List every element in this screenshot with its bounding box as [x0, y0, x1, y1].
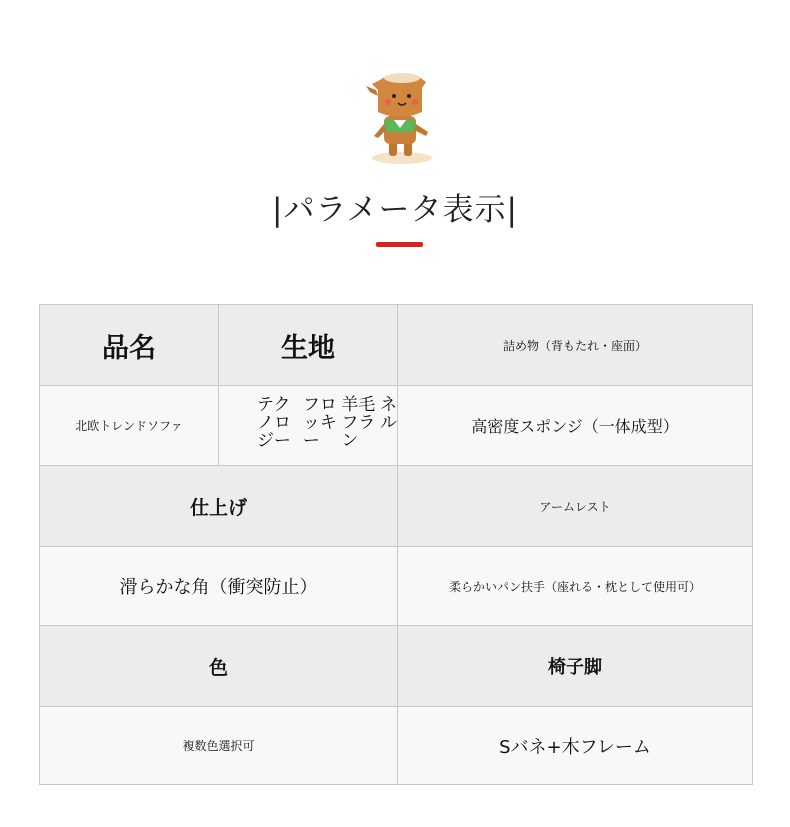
header-fabric: 生地 [218, 305, 397, 385]
color-value: 複数色選択可 [40, 707, 397, 784]
fabric-line: テクノロジー [257, 395, 291, 451]
header-filling: 詰め物（背もたれ・座面） [397, 305, 752, 385]
header-finish: 仕上げ [40, 466, 397, 546]
parameter-table [39, 304, 753, 785]
header-chair-legs: 椅子脚 [397, 626, 752, 706]
fabric-value [218, 386, 397, 465]
product-name-value: 北欧トレンドソファ [40, 386, 218, 465]
page-title: |パラメータ表示| [272, 192, 518, 228]
fabric-line: 羊毛フラン [341, 395, 376, 451]
table-row [40, 706, 752, 784]
chair-legs-value: Sバネ+木フレーム [397, 707, 752, 784]
fabric-line: ネル [380, 395, 397, 433]
filling-value: 高密度スポンジ（一体成型） [397, 386, 752, 465]
table-row [40, 625, 752, 706]
header-product-name: 品名 [40, 305, 218, 385]
header-color: 色 [40, 626, 397, 706]
finish-value: 滑らかな角（衝突防止） [40, 547, 397, 625]
fabric-line: フロッキー [302, 395, 337, 451]
armrest-value: 柔らかいパン扶手（座れる・枕として使用可） [397, 547, 752, 625]
header-armrest: アームレスト [397, 466, 752, 546]
table-row [40, 546, 752, 625]
table-row [40, 385, 752, 465]
tree-stump-mascot-icon [360, 68, 440, 168]
table-row [40, 305, 752, 385]
table-row [40, 465, 752, 546]
title-underline-accent [376, 242, 423, 247]
